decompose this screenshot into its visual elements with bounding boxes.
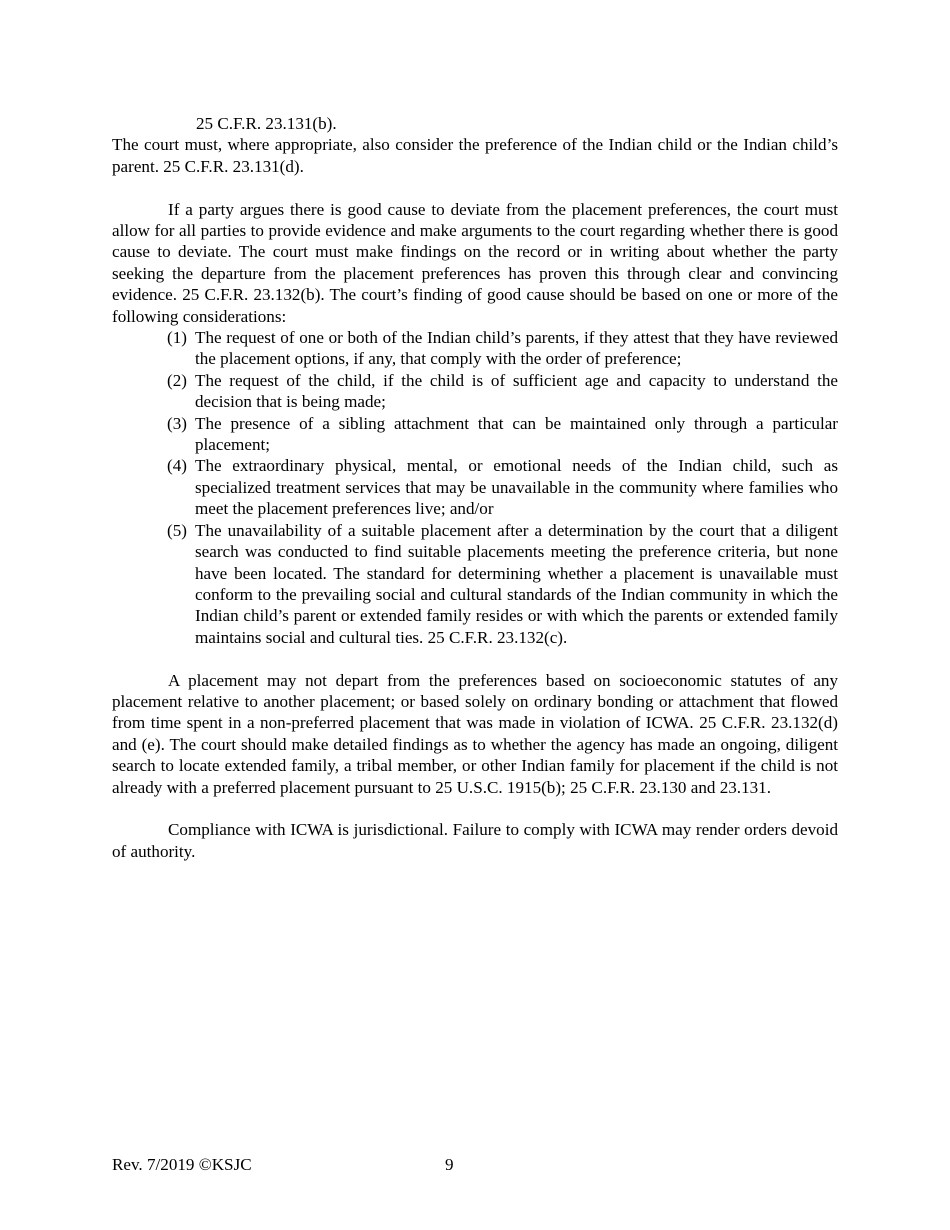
paragraph-spacer xyxy=(112,177,838,198)
paragraph-child-preference: The court must, where appropriate, also consider the preference of the Indian child or the Indian child’s parent. 25 C.F.R. 23.131(d). xyxy=(112,135,838,176)
list-item xyxy=(167,370,838,413)
paragraph-good-cause: If a party argues there is good cause to deviate from the placement preferences, the court must allow for all parties to provide evidence and make arguments to the court regarding whether there is good cause to deviate. The court must make findings on the record or in writing about whether the party seeking the departure from the placement preferences has proven this through clear and convincing evidence. 25 C.F.R. 23.132(b). The court’s finding of good cause should be based on one or more of the following considerations: xyxy=(112,199,838,326)
paragraph-spacer xyxy=(112,648,838,669)
continuation-citation: 25 C.F.R. 23.131(b). xyxy=(196,114,337,133)
list-item xyxy=(167,413,838,456)
list-item xyxy=(167,455,838,519)
list-item xyxy=(167,327,838,370)
list-item-number: (5) xyxy=(167,520,187,540)
list-item-text: The request of the child, if the child is of sufficient age and capacity to understand the decision that is being made; xyxy=(195,370,838,412)
footer-revision: Rev. 7/2019 ©KSJC xyxy=(112,1155,252,1174)
list-item-number: (2) xyxy=(167,370,187,390)
page-footer xyxy=(112,1154,838,1176)
paragraph-placement-departure: A placement may not depart from the preferences based on socioeconomic statutes of any placement relative to another placement; or based solely on ordinary bonding or attachment that flowed from time spent in a non-preferred placement that was made in violation of ICWA. 25 C.F.R. 23.132(d) and (e). The court should make detailed findings as to whether the agency has made an ongoing, diligent search to locate extended family, a tribal member, or other Indian family for placement if the child is not already with a preferred placement pursuant to 25 U.S.C. 1915(b); 25 C.F.R. 23.130 and 23.131. xyxy=(112,670,838,797)
list-item-text: The extraordinary physical, mental, or emotional needs of the Indian child, such as specialized treatment services that may be unavailable in the community where families who meet the placement preferences live; and/or xyxy=(195,456,838,519)
document-body xyxy=(112,113,838,862)
list-item-text: The unavailability of a suitable placement after a determination by the court that a diligent search was conducted to find suitable placements meeting the preference criteria, but none have been located. The standard for determining whether a placement is unavailable must conform to the prevailing social and cultural standards of the Indian community in which the Indian child’s parent or extended family resides or with which the parents or extended family maintains social and cultural ties. 25 C.F.R. 23.132(c). xyxy=(195,520,838,647)
list-item-number: (4) xyxy=(167,456,187,476)
list-item-number: (1) xyxy=(167,328,187,348)
list-item-number: (3) xyxy=(167,413,187,433)
list-item-text: The presence of a sibling attachment that can be maintained only through a particular placement; xyxy=(195,413,838,455)
considerations-list xyxy=(112,327,838,648)
list-item xyxy=(167,520,838,648)
page-number: 9 xyxy=(445,1155,454,1174)
paragraph-spacer xyxy=(112,798,838,819)
list-item-text: The request of one or both of the Indian child’s parents, if they attest that they have reviewed the placement options, if any, that comply with the order of preference; xyxy=(195,328,838,369)
paragraph-compliance: Compliance with ICWA is jurisdictional. Failure to comply with ICWA may render orders devoid of authority. xyxy=(112,820,838,861)
